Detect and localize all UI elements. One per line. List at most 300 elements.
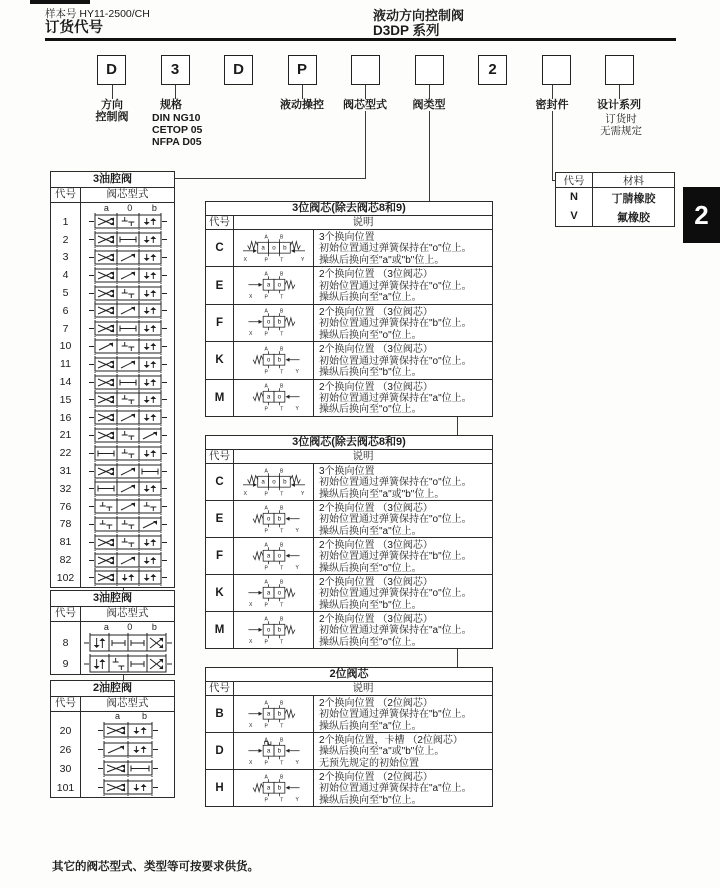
spool-code: 11	[51, 355, 81, 373]
col-header-material: 材料	[623, 175, 644, 187]
svg-text:T: T	[279, 369, 283, 376]
desc-line: 初始位置通过弹簧保持在"a"位上。	[319, 392, 472, 404]
svg-text:a: a	[266, 393, 270, 401]
spool-code: 1	[51, 213, 81, 231]
svg-text:b: b	[277, 784, 281, 792]
variant-code: M	[206, 380, 234, 416]
spool-code: 76	[51, 498, 81, 516]
material-name: 丁腈橡胶	[611, 192, 656, 205]
svg-text:P: P	[264, 406, 268, 413]
desc-line: 初始位置通过弹簧保持在"o"位上。	[319, 243, 472, 255]
spool-symbol	[81, 285, 174, 302]
spool-code: 3	[51, 249, 81, 267]
subcol-a: a	[114, 711, 120, 721]
spool-symbol	[81, 569, 174, 586]
desc-line: 操纵后换向至"a"或"b"位上。	[319, 746, 445, 758]
spool-code: 10	[51, 338, 81, 356]
desc-line: 初始位置通过弹簧保持在"o"位上。	[319, 588, 472, 600]
desc-line: 操纵后换向至"b"位上。	[319, 794, 422, 806]
table-row	[51, 653, 174, 674]
pilot-symbol	[234, 733, 314, 769]
code-box-9	[605, 55, 634, 85]
spool-code: 5	[51, 284, 81, 302]
desc-table-2pos	[205, 667, 493, 807]
pilot-symbol	[234, 230, 314, 266]
variant-description	[314, 770, 492, 806]
desc-line: 2个换向位置 （2位阀芯）	[319, 698, 433, 709]
table-row	[206, 229, 492, 266]
table-row	[51, 551, 174, 569]
table-row	[51, 302, 174, 320]
svg-text:P: P	[264, 528, 268, 535]
footnote: 其它的阀芯型式、类型等可按要求供货。	[52, 861, 259, 873]
svg-text:o: o	[277, 552, 281, 560]
svg-text:T: T	[279, 565, 283, 572]
table-title: 3位阀芯(除去阀芯8和9)	[206, 202, 492, 216]
label-valve-type: 阀类型	[412, 99, 446, 111]
table-row	[206, 611, 492, 648]
code-box-7: 2	[478, 55, 507, 85]
svg-text:Y: Y	[300, 256, 304, 263]
table-title: 3油腔阀	[51, 172, 174, 188]
desc-line: 操纵后换向至"o"位上。	[319, 636, 422, 648]
desc-rows	[206, 695, 492, 806]
col-header-desc: 说明	[352, 450, 374, 462]
code-box-5	[351, 55, 380, 85]
spool-rows	[51, 213, 174, 587]
material-code: N	[556, 188, 593, 207]
spool-symbol	[81, 391, 174, 408]
pilot-symbol	[234, 501, 314, 537]
variant-description	[314, 342, 492, 378]
product-title: 液动方向控制阀	[373, 8, 465, 23]
pilot-symbol	[234, 538, 314, 574]
svg-text:T: T	[279, 406, 283, 413]
desc-line: 初始位置通过弹簧保持在"o"位上。	[319, 280, 472, 292]
col-header-code: 代号	[51, 697, 81, 711]
variant-code: F	[206, 538, 234, 574]
table-row	[51, 462, 174, 480]
table-row	[51, 480, 174, 498]
desc-line: 2个换向位置 （3位阀芯）	[319, 381, 433, 393]
table-row	[206, 732, 492, 769]
svg-text:B: B	[279, 736, 283, 743]
variant-code: D	[206, 733, 234, 769]
svg-text:o: o	[271, 478, 276, 486]
desc-line: 初始位置通过弹簧保持在"o"位上。	[319, 514, 472, 526]
spool-code: 31	[51, 462, 81, 480]
svg-text:b: b	[277, 356, 281, 364]
svg-text:B: B	[279, 467, 283, 474]
label-direction-line1: 方向	[101, 99, 123, 111]
desc-line: 初始位置通过弹簧保持在"a"位上。	[319, 783, 472, 795]
seal-material-table	[555, 172, 675, 227]
table-row	[206, 500, 492, 537]
svg-text:P: P	[264, 294, 268, 301]
table-row	[206, 769, 492, 806]
svg-text:X: X	[243, 256, 247, 263]
table-row	[206, 695, 492, 732]
svg-text:T: T	[279, 639, 283, 646]
table-title: 2位阀芯	[206, 668, 492, 682]
variant-description	[314, 380, 492, 416]
variant-description	[314, 305, 492, 341]
variant-description	[314, 612, 492, 648]
svg-text:o: o	[266, 319, 270, 327]
desc-rows	[206, 229, 492, 416]
table-title: 3油腔阀	[51, 591, 174, 607]
spool-code: 22	[51, 444, 81, 462]
desc-line: 3个换向位置	[319, 466, 375, 477]
variant-description	[314, 501, 492, 537]
col-header-desc: 说明	[352, 682, 374, 694]
desc-line: 初始位置通过弹簧保持在"o"位上。	[319, 477, 472, 489]
header-rule	[45, 38, 676, 41]
table-row	[51, 516, 174, 534]
spool-symbol	[81, 320, 174, 337]
svg-text:Y: Y	[295, 527, 299, 534]
svg-text:Y: Y	[295, 759, 299, 766]
svg-text:T: T	[279, 760, 283, 767]
label-size-din: DIN NG10	[152, 112, 201, 124]
svg-text:Y: Y	[300, 490, 304, 497]
spool-table-3way-main	[50, 171, 175, 588]
svg-text:o: o	[266, 626, 270, 634]
desc-line: 2个换向位置 （3位阀芯）	[319, 503, 433, 514]
desc-line: 操纵后换向至"o"位上。	[319, 562, 422, 574]
label-pilot: 液动操控	[280, 99, 324, 111]
col-header-code: 代号	[206, 216, 234, 229]
svg-text:T: T	[279, 491, 283, 498]
label-size: 规格	[160, 99, 182, 111]
desc-rows	[206, 463, 492, 648]
desc-line: 2个换向位置 （3位阀芯）	[319, 269, 433, 281]
table-row	[51, 759, 174, 778]
spool-code: 2	[51, 231, 81, 249]
spool-table-3way-89	[50, 590, 175, 675]
svg-text:A: A	[264, 383, 268, 390]
spool-code: 101	[51, 778, 81, 797]
variant-code: K	[206, 575, 234, 611]
table-title: 2油腔阀	[51, 681, 174, 697]
desc-line: 操纵后换向至"o"位上。	[319, 329, 422, 341]
desc-line: 操纵后换向至"b"位上。	[319, 599, 422, 611]
variant-code: B	[206, 696, 234, 732]
desc-line: 2个换向位置，卡槽 （2位阀芯）	[319, 735, 463, 746]
spool-symbol	[81, 409, 174, 426]
spool-code: 20	[51, 721, 81, 740]
table-row	[206, 266, 492, 303]
spool-symbol	[81, 654, 174, 674]
spool-symbol	[81, 516, 174, 533]
svg-text:B: B	[279, 773, 283, 780]
variant-description	[314, 464, 492, 500]
svg-text:b: b	[277, 515, 281, 523]
svg-text:b: b	[277, 626, 281, 634]
svg-text:A: A	[264, 346, 268, 353]
material-rows	[556, 188, 674, 226]
desc-line: 3个换向位置	[319, 232, 375, 243]
svg-text:P: P	[264, 639, 268, 646]
spool-symbol	[81, 779, 174, 796]
variant-description	[314, 575, 492, 611]
table-row	[51, 320, 174, 338]
svg-text:Y: Y	[295, 368, 299, 375]
desc-line: 2个换向位置 （3位阀芯）	[319, 306, 433, 318]
variant-code: E	[206, 267, 234, 303]
variant-description	[314, 696, 492, 732]
svg-text:o: o	[277, 393, 281, 401]
col-header-code: 代号	[51, 188, 81, 202]
col-header-code: 代号	[206, 450, 234, 463]
label-direction-line2: 控制阀	[95, 111, 129, 123]
svg-text:a: a	[266, 747, 270, 755]
spool-code: 78	[51, 516, 81, 534]
svg-text:P: P	[264, 491, 268, 498]
code-box-6	[415, 55, 444, 85]
spool-code: 21	[51, 427, 81, 445]
spool-code: 16	[51, 409, 81, 427]
pilot-symbol	[234, 342, 314, 378]
material-code: V	[556, 207, 593, 226]
table-row	[51, 409, 174, 427]
table-row	[206, 574, 492, 611]
svg-text:P: P	[264, 565, 268, 572]
scan-artifact	[30, 0, 90, 4]
svg-text:X: X	[248, 638, 252, 645]
spool-rows	[51, 632, 174, 674]
svg-text:P: P	[264, 602, 268, 609]
svg-text:P: P	[264, 760, 268, 767]
variant-code: F	[206, 305, 234, 341]
table-row	[51, 569, 174, 587]
spool-symbol	[81, 249, 174, 266]
svg-text:o: o	[266, 515, 270, 523]
svg-text:X: X	[248, 293, 252, 300]
svg-text:a: a	[266, 710, 270, 718]
svg-text:B: B	[279, 308, 283, 315]
col-header-code: 代号	[556, 173, 593, 187]
table-row	[51, 338, 174, 356]
spool-symbol	[81, 374, 174, 391]
svg-text:o: o	[277, 589, 281, 597]
subcol-b: b	[151, 622, 157, 632]
svg-text:B: B	[279, 504, 283, 511]
spool-symbol	[81, 498, 174, 515]
desc-line: 2个换向位置 （2位阀芯）	[319, 772, 433, 783]
desc-line: 操纵后换向至"a"位上。	[319, 720, 422, 732]
col-header-spool: 阀芯型式	[106, 188, 149, 200]
table-row	[206, 463, 492, 500]
label-design-note1: 订货时	[605, 113, 637, 125]
svg-text:a: a	[266, 589, 270, 597]
table-row	[206, 304, 492, 341]
pilot-symbol	[234, 267, 314, 303]
column-divider	[51, 712, 81, 721]
col-header-spool: 阀芯型式	[106, 607, 149, 619]
variant-description	[314, 267, 492, 303]
svg-text:B: B	[279, 615, 283, 622]
label-design-series: 设计系列	[597, 99, 641, 111]
desc-line: 初始位置通过弹簧保持在"b"位上。	[319, 709, 472, 721]
variant-code: H	[206, 770, 234, 806]
code-box-2: 3	[161, 55, 190, 85]
svg-text:T: T	[279, 723, 283, 730]
table-row	[556, 188, 674, 207]
desc-line: 操纵后换向至"a"位上。	[319, 525, 422, 537]
svg-text:X: X	[248, 759, 252, 766]
svg-text:A: A	[264, 773, 268, 780]
table-row	[51, 231, 174, 249]
page-title: 订货代号	[45, 20, 103, 36]
desc-line: 2个换向位置 （3位阀芯）	[319, 577, 433, 588]
spool-symbol	[81, 427, 174, 444]
col-header-spool: 阀芯型式	[106, 697, 149, 709]
spool-symbol	[81, 213, 174, 230]
spool-symbol	[81, 741, 174, 758]
table-title: 3位阀芯(除去阀芯8和9)	[206, 436, 492, 450]
desc-line: 无预先规定的初始位置	[319, 757, 419, 769]
svg-text:o: o	[277, 281, 281, 289]
svg-text:b: b	[277, 319, 281, 327]
table-row	[51, 213, 174, 231]
variant-code: E	[206, 501, 234, 537]
subcol-0: 0	[127, 622, 133, 632]
desc-line: 2个换向位置 （3位阀芯）	[319, 614, 433, 625]
connector-line	[302, 85, 303, 100]
table-row	[51, 249, 174, 267]
spool-symbol	[81, 480, 174, 497]
svg-text:o: o	[266, 356, 270, 364]
pilot-symbol	[234, 464, 314, 500]
code-box-8	[542, 55, 571, 85]
spool-symbol	[81, 534, 174, 551]
table-row	[51, 498, 174, 516]
pilot-symbol	[234, 380, 314, 416]
code-box-4: P	[288, 55, 317, 85]
spool-symbol	[81, 463, 174, 480]
desc-line: 2个换向位置 （3位阀芯）	[319, 540, 433, 551]
svg-text:a: a	[266, 784, 270, 792]
chapter-tab: 2	[683, 187, 720, 243]
spool-code: 30	[51, 759, 81, 778]
subcol-b: b	[151, 203, 157, 213]
desc-table-3pos-1	[205, 201, 493, 417]
pilot-symbol	[234, 612, 314, 648]
label-seal: 密封件	[535, 99, 569, 111]
spool-code: 82	[51, 551, 81, 569]
svg-text:X: X	[248, 331, 252, 338]
label-design-note2: 无需规定	[600, 125, 642, 137]
svg-text:P: P	[264, 369, 268, 376]
svg-text:b: b	[282, 244, 287, 252]
svg-text:A: A	[264, 504, 268, 511]
svg-text:Y: Y	[295, 796, 299, 803]
table-row	[206, 537, 492, 574]
table-row	[51, 355, 174, 373]
svg-text:Y: Y	[295, 564, 299, 571]
svg-text:A: A	[264, 699, 268, 706]
desc-line: 操纵后换向至"b"位上。	[319, 366, 422, 378]
table-row	[51, 391, 174, 409]
svg-text:a: a	[266, 552, 270, 560]
svg-text:P: P	[264, 257, 268, 264]
svg-text:A: A	[264, 736, 268, 743]
svg-text:A: A	[264, 615, 268, 622]
spool-code: 32	[51, 480, 81, 498]
material-name: 氟橡胶	[617, 211, 650, 224]
spool-code: 15	[51, 391, 81, 409]
desc-line: 操纵后换向至"a"或"b"位上。	[319, 254, 445, 266]
svg-text:T: T	[279, 602, 283, 609]
variant-description	[314, 538, 492, 574]
spool-symbol	[81, 633, 174, 653]
spool-code: 26	[51, 740, 81, 759]
variant-description	[314, 733, 492, 769]
spool-symbol	[81, 231, 174, 248]
variant-code: M	[206, 612, 234, 648]
svg-text:T: T	[279, 797, 283, 804]
pilot-symbol	[234, 305, 314, 341]
svg-text:B: B	[279, 383, 283, 390]
table-row	[51, 632, 174, 653]
catalog-number: 样本号 HY11-2500/CH	[45, 8, 150, 20]
desc-line: 操纵后换向至"o"位上。	[319, 404, 422, 416]
variant-code: C	[206, 464, 234, 500]
label-size-cetop: CETOP 05	[152, 124, 203, 136]
col-header-code: 代号	[51, 607, 81, 621]
svg-text:P: P	[264, 723, 268, 730]
svg-text:X: X	[248, 601, 252, 608]
pilot-symbol	[234, 770, 314, 806]
table-row	[51, 444, 174, 462]
svg-text:A: A	[264, 234, 268, 241]
svg-text:B: B	[279, 271, 283, 278]
spool-code: 4	[51, 266, 81, 284]
code-box-3: D	[224, 55, 253, 85]
connector-line	[175, 85, 176, 100]
connector-line	[175, 178, 366, 179]
spool-symbol	[81, 302, 174, 319]
connector-line	[112, 85, 113, 100]
table-row	[51, 284, 174, 302]
series-title: D3DP 系列	[373, 23, 440, 38]
svg-text:a: a	[266, 281, 270, 289]
svg-text:B: B	[279, 578, 283, 585]
svg-text:B: B	[279, 699, 283, 706]
svg-text:a: a	[260, 478, 265, 486]
table-row	[51, 266, 174, 284]
svg-text:B: B	[279, 541, 283, 548]
label-size-nfpa: NFPA D05	[152, 136, 202, 148]
col-header-desc: 说明	[352, 216, 374, 228]
subcol-a: a	[103, 622, 109, 632]
pilot-symbol	[234, 575, 314, 611]
svg-text:A: A	[264, 467, 268, 474]
pilot-symbol	[234, 696, 314, 732]
svg-text:X: X	[248, 722, 252, 729]
table-row	[206, 341, 492, 378]
desc-line: 操纵后换向至"a"位上。	[319, 292, 422, 304]
svg-text:A: A	[264, 271, 268, 278]
variant-description	[314, 230, 492, 266]
desc-line: 操纵后换向至"a"或"b"位上。	[319, 488, 445, 500]
svg-text:T: T	[279, 332, 283, 339]
spool-symbol	[81, 338, 174, 355]
svg-text:A: A	[264, 578, 268, 585]
spool-code: 102	[51, 569, 81, 587]
table-row	[206, 379, 492, 416]
